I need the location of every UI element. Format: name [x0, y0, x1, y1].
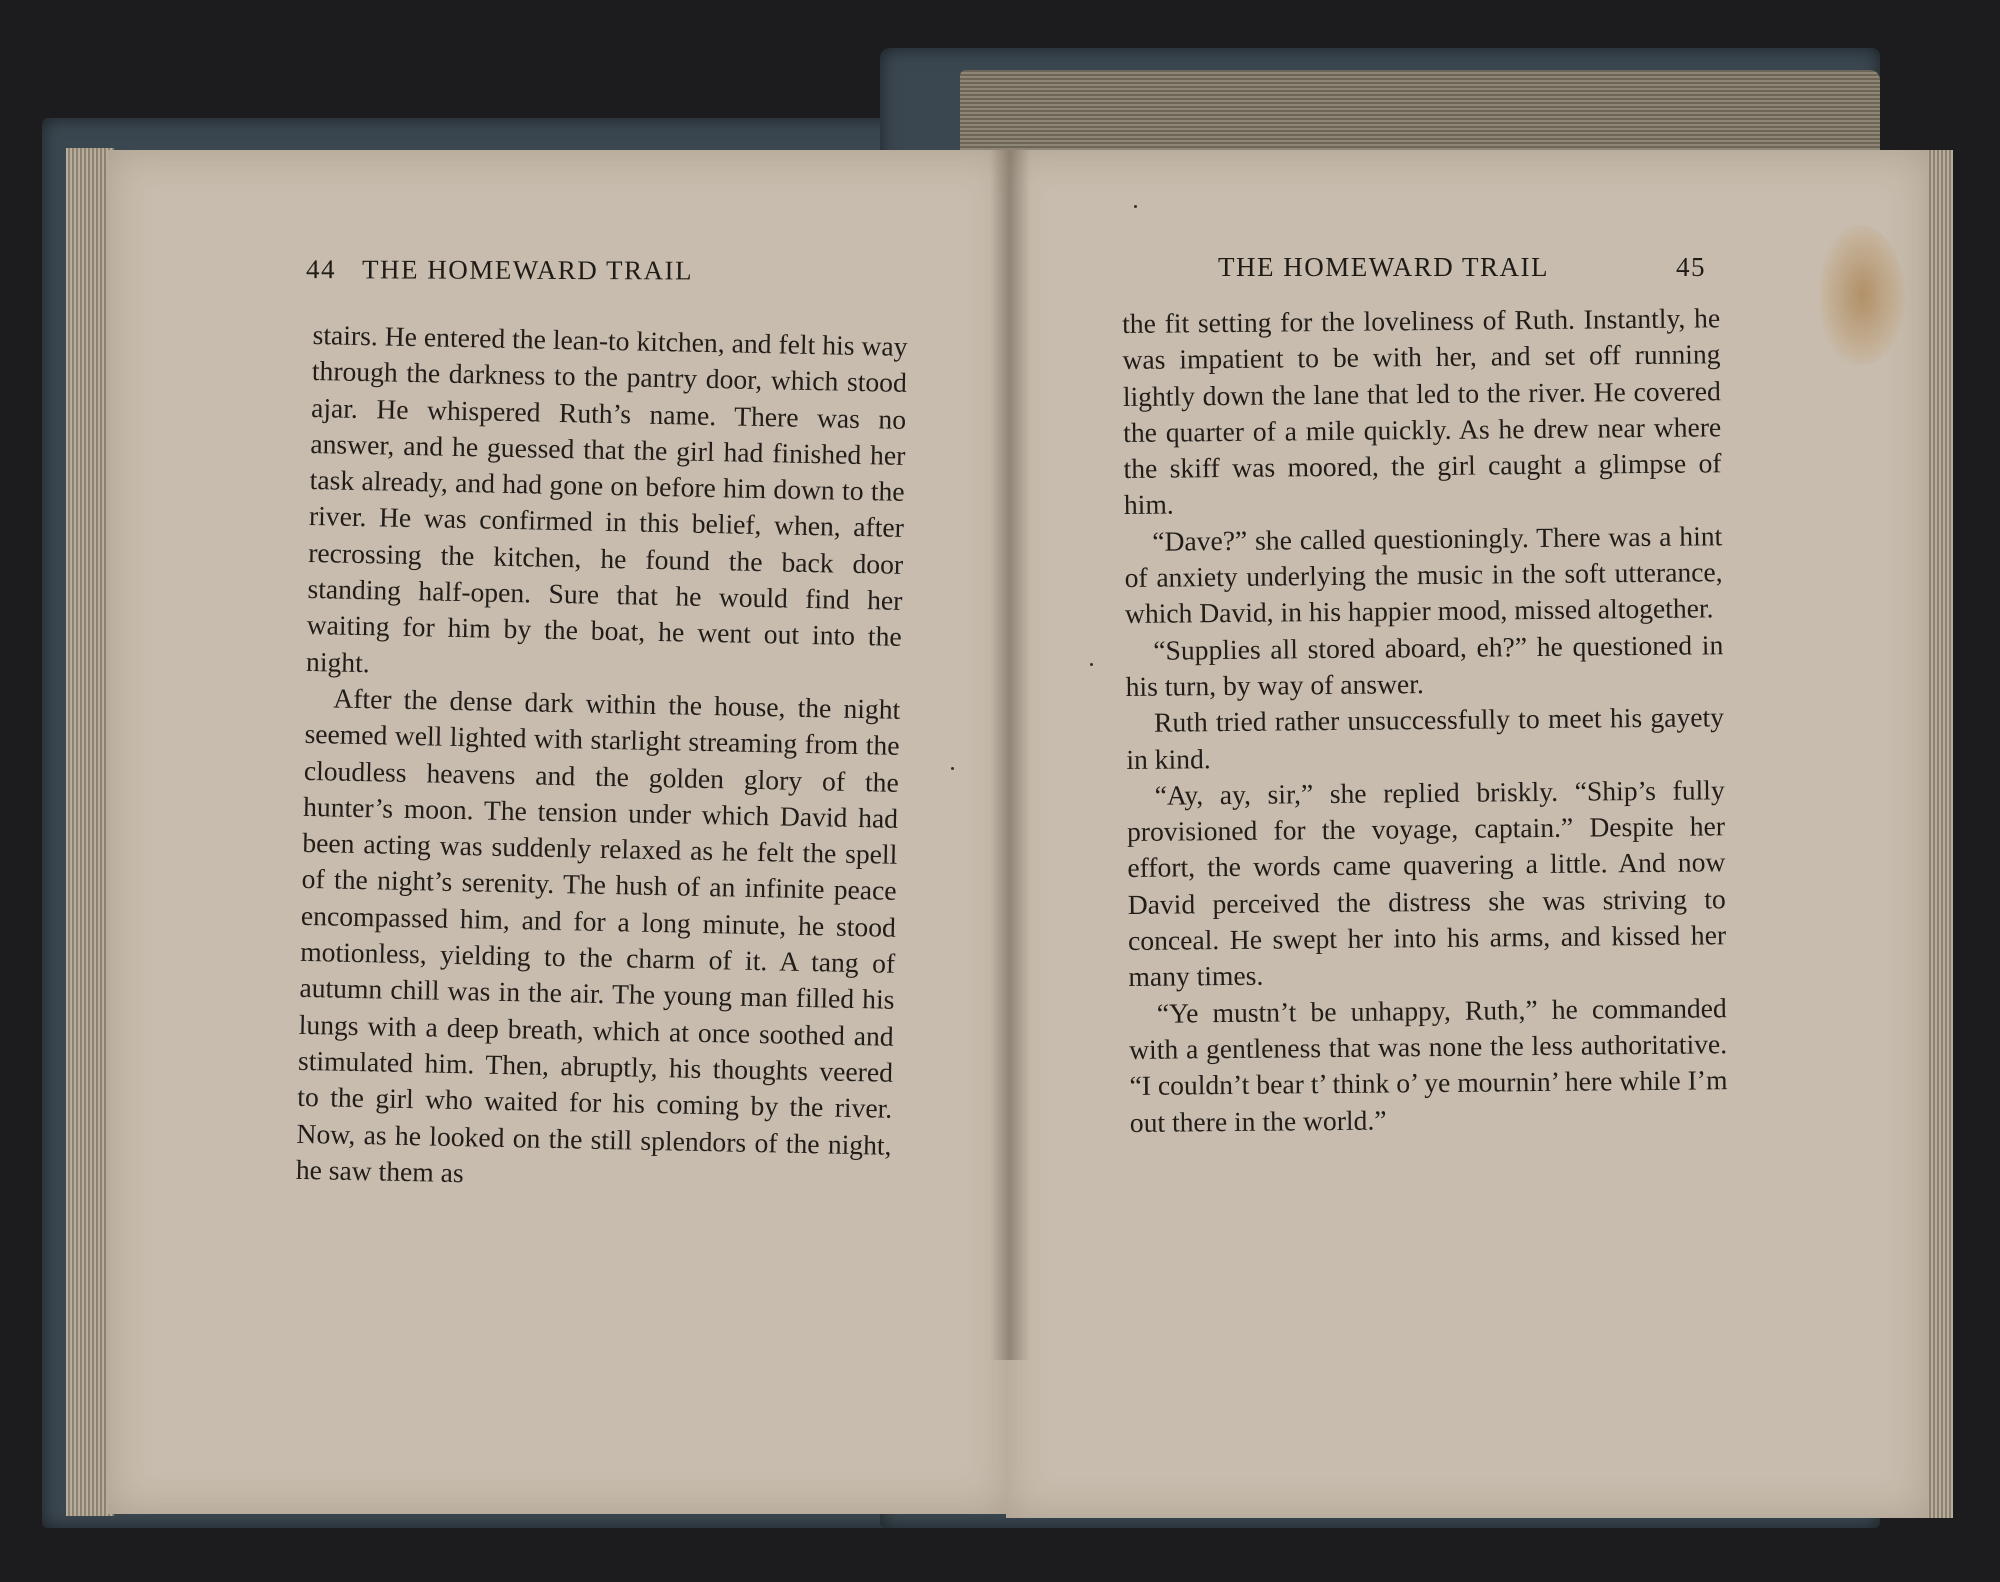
- paragraph: “Supplies all stored aboard, eh?” he questioned in his turn, by way of answer.: [1125, 628, 1724, 702]
- right-running-head: [1218, 252, 1706, 292]
- running-head-title: THE HOMEWARD TRAIL: [1218, 252, 1549, 282]
- paragraph: stairs. He entered the lean-to kitchen, and felt his way through the darkness to the pantry door, which stood ajar. He whispered Ruth’s name. There was no answer, and he guessed that the girl had finished her task already, and had gone on before him down to the river. He was confirmed in this belief, when, after recrossing the kitchen, he found the back door standing half-open. Sure that he would find her waiting for him by the boat, he went out into the night.: [305, 318, 908, 678]
- paper-speck: [1134, 205, 1137, 208]
- paragraph: “Ay, ay, sir,” she replied briskly. “Ship’s fully provisioned for the voyage, captain.” Despite her effort, the words came quavering a little. And now David perceived the distress she was striving to conceal. He swept her into his arms, and kissed her many times.: [1126, 774, 1727, 993]
- page-number: 45: [1676, 252, 1706, 282]
- paper-stain: [1820, 225, 1905, 365]
- page-number: 44: [305, 254, 337, 285]
- paragraph: After the dense dark within the house, the night seemed well lighted with starlight streaming from the cloudless heavens and the golden glory of the hunter’s moon. The tension under which David had been acting was suddenly relaxed as he felt the spell of the night’s serenity. The hush of an infinite peace encompassed him, and for a long minute, he stood motionless, yielding to the charm of it. A tang of autumn chill was in the air. The young man filled his lungs with a deep breath, which at once soothed and stimulated him. Then, abruptly, his thoughts veered to the girl who waited for his coming by the river. Now, as he looked on the still splendors of the night, he saw them as: [295, 682, 901, 1189]
- paper-speck: [951, 767, 954, 770]
- left-running-head: [306, 254, 806, 296]
- page-gutter: [990, 150, 1030, 1360]
- paragraph: “Ye mustn’t be unhappy, Ruth,” he commanded with a gentleness that was none the less authoritative. “I couldn’t bear t’ think o’ ye mournin’ here while I’m out there in the world.”: [1128, 991, 1728, 1138]
- paragraph: the fit setting for the loveliness of Ruth. Instantly, he was impatient to be with her, and set off running lightly down the lane that led to the river. He covered the quarter of a mile quickly. As he drew near where the skiff was moored, the girl caught a glimpse of him.: [1122, 302, 1722, 521]
- running-head-title: THE HOMEWARD TRAIL: [361, 254, 694, 286]
- paper-speck: [1090, 663, 1093, 666]
- page-edges-left: [66, 148, 114, 1516]
- page-edges-top: [960, 70, 1880, 158]
- left-page-text: [296, 317, 908, 1200]
- right-page-text: [1122, 300, 1728, 1141]
- paragraph: “Dave?” she called questioningly. There was a hint of anxiety underlying the music in the soft utterance, which David, in his happier mood, missed altogether.: [1124, 520, 1723, 630]
- paragraph: Ruth tried rather unsuccessfully to meet his gayety in kind.: [1126, 701, 1725, 775]
